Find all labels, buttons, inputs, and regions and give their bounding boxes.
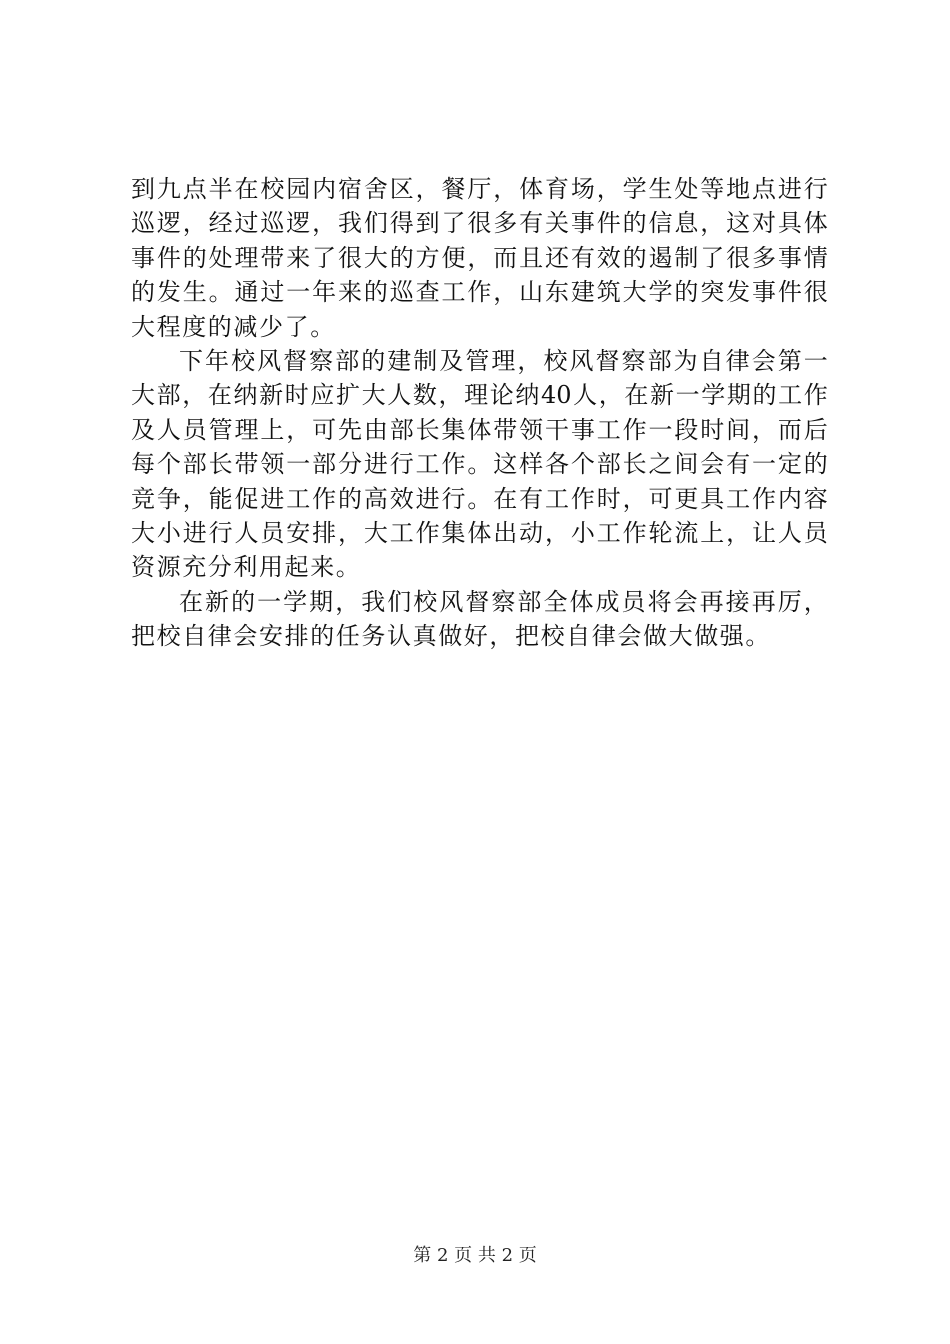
paragraph [131,172,828,344]
text-line: 大 小 进 行 人 员 安 排 ， 大 工 作 集 体 出 动 ， 小 工 作 轮 流 上 ， 让 人 员 [131,518,828,547]
text-line: 到 九 点 半 在 校 园 内 宿 舍 区 ， 餐 厅 ， 体 育 场 ， 学 生 处 等 地 点 进 行 [131,175,828,203]
text-line: 的 发 生 。 通 过 一 年 来 的 巡 查 工 作 ， 山 东 建 筑 大 学 的 突 发 事 件 很 [131,278,828,307]
text-line: 大程度的减少了。 [131,312,336,341]
body-text [131,172,828,653]
text-line: 下 年 校 风 督 察 部 的 建 制 及 管 理 ， 校 风 督 察 部 为 自 律 会 第 一 [179,346,828,375]
text-line: 在 新 的 一 学 期 ， 我 们 校 风 督 察 部 全 体 成 员 将 会 再 接 再 厉 ， [179,587,828,616]
text-line: 把校自律会安排的任务认真做好，把校自律会做大做强。 [131,622,771,651]
text-line: 事 件 的 处 理 带 来 了 很 大 的 方 便 ， 而 且 还 有 效 的 遏 制 了 很 多 事 情 [131,243,828,272]
text-line: 竞 争 ， 能 促 进 工 作 的 高 效 进 行 。 在 有 工 作 时 ， 可 更 具 工 作 内 容 [131,484,828,513]
text-line: 资源充分利用起来。 [131,553,362,582]
text-line: 大 部 ， 在 纳 新 时 应 扩 大 人 数 ， 理 论 纳 40 人 ， 在 新 一 学 期 的 工 作 [131,381,828,410]
page-footer: 第 2 页 共 2 页 [413,1245,537,1266]
paragraph [131,585,828,654]
text-line: 及 人 员 管 理 上 ， 可 先 由 部 长 集 体 带 领 干 事 工 作 一 段 时 间 ， 而 后 [131,415,828,444]
text-line: 每 个 部 长 带 领 一 部 分 进 行 工 作 。 这 样 各 个 部 长 之 间 会 有 一 定 的 [131,450,828,479]
text-line: 巡 逻 ， 经 过 巡 逻 ， 我 们 得 到 了 很 多 有 关 事 件 的 信 息 ， 这 对 具 体 [131,209,828,238]
paragraph [131,344,828,585]
